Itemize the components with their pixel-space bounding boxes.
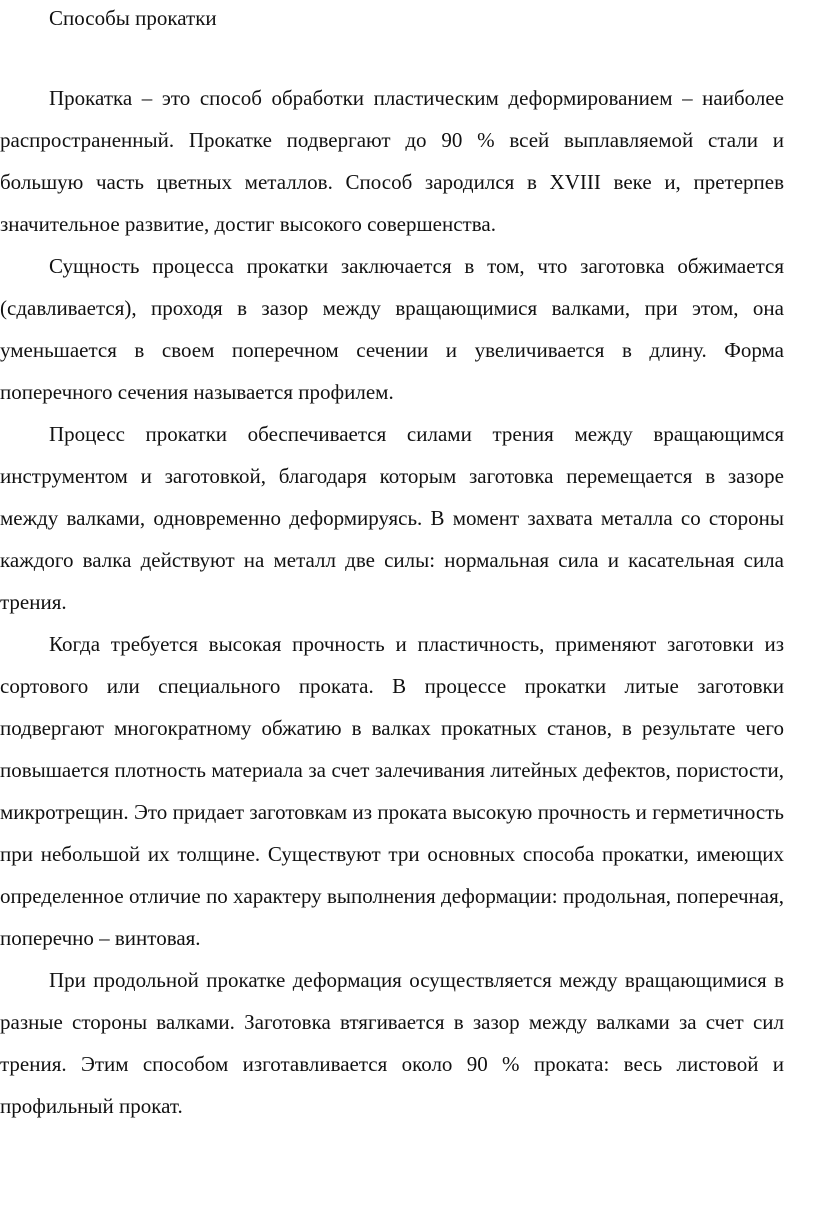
paragraph-longitudinal-rolling: При продольной прокатке деформация осуществляется между вращающимися в разные стороны валками. Заготовка втягивается в зазор между валками за счет сил трения. Этим способом изготавливается около 90 % проката: весь листовой и профильный прокат. xyxy=(0,968,784,1118)
paragraph-rolling-definition: Прокатка – это способ обработки пластическим деформированием – наиболее распространенный. Прокатке подвергают до 90 % всей выплавляемой стали и большую часть цветных металлов. Способ зародился в XVIII веке и, претерпев значительное развитие, достиг высокого совершенства. xyxy=(0,86,784,236)
paragraph-friction-forces: Процесс прокатки обеспечивается силами трения между вращающимся инструментом и заготовкой, благодаря которым заготовка перемещается в зазоре между валками, одновременно деформируясь. В момент захвата металла со стороны каждого валка действуют на металл две силы: нормальная сила и касательная сила трения. xyxy=(0,422,784,614)
paragraph-rolled-blanks: Когда требуется высокая прочность и пластичность, применяют заготовки из сортового или специального проката. В процессе прокатки литые заготовки подвергают многократному обжатию в валках прокатных станов, в результате чего повышается плотность материала за счет залечивания литейных дефектов, пористости, микротрещин. Это придает заготовкам из проката высокую прочность и герметичность при небольшой их толщине. Существуют три основных способа прокатки, имеющих определенное отличие по характеру выполнения деформации: продольная, поперечная, поперечно – винтовая. xyxy=(0,632,784,950)
document-body xyxy=(0,77,784,1127)
paragraph-rolling-essence: Сущность процесса прокатки заключается в том, что заготовка обжимается (сдавливается), проходя в зазор между вращающимися валками, при этом, она уменьшается в своем поперечном сечении и увеличивается в длину. Форма поперечного сечения называется профилем. xyxy=(0,254,784,404)
document-title: Способы прокатки xyxy=(49,6,217,30)
